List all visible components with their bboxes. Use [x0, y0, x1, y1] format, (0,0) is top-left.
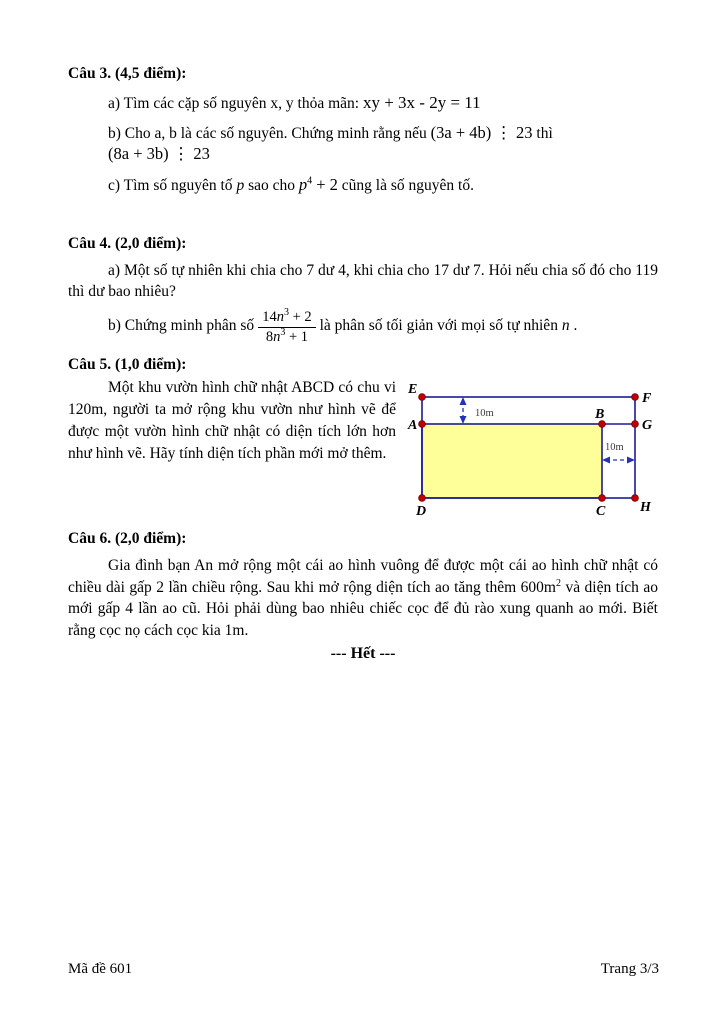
question-3 [68, 64, 658, 196]
math-divisibility-2: (8a + 3b) ⋮ 23 [108, 144, 210, 163]
page-footer [68, 961, 659, 978]
math-p4-plus-2 [299, 175, 338, 194]
den-exponent: 3 [280, 326, 286, 338]
question-4-item-a: a) Một số tự nhiên khi chia cho 7 dư 4, khi chia cho 17 dư 7. Hỏi nếu chia số đó cho 119 thì dư bao nhiêu? [68, 262, 658, 300]
question-5-heading: Câu 5. (1,0 điểm): [68, 356, 187, 374]
vertex-label-h: H [640, 500, 651, 516]
math-plus-2: + 2 [312, 175, 338, 194]
fraction-numerator [258, 309, 315, 328]
vertex-label-g: G [642, 418, 653, 434]
math-var-n-num: n [276, 309, 284, 325]
question-3-item-a [108, 93, 658, 114]
question-4b-text: b) Chứng minh phân số [108, 317, 255, 335]
math-var-n: n [561, 317, 570, 335]
question-3b-mid: thì [532, 125, 553, 142]
question-6-paragraph [68, 555, 658, 641]
vertex-dot-a [419, 421, 426, 428]
math-var-p: p [236, 177, 245, 194]
end-of-exam-marker: --- Hết --- [330, 645, 396, 663]
exam-code: Mã đề 601 [68, 961, 133, 977]
dimension-arrow-top [460, 397, 467, 424]
math-exponent-4: 4 [307, 175, 313, 187]
question-3c-mid: sao cho [244, 177, 299, 194]
den-coef: 8 [265, 328, 274, 345]
vertex-dot-e [419, 394, 426, 401]
vertex-dot-g [632, 421, 639, 428]
dimension-arrow-right [602, 457, 635, 464]
question-6-text-2: và diện tích ao mới gấp 4 lần ao cũ. Hỏi phải dùng bao nhiêu chiếc cọc để đủ rào xung quanh ao mới. Biết rằng cọc nọ cách cọc kia 1m. [68, 578, 658, 639]
question-5 [68, 355, 658, 520]
math-divisibility-1: (3a + 4b) ⋮ 23 [430, 123, 533, 142]
question-4b-post-text: là phân số tối giản với mọi số tự nhiên [319, 317, 562, 335]
vertex-dot-h [632, 495, 639, 502]
question-4-item-b [108, 307, 658, 345]
dimension-label-right: 10m [605, 442, 624, 454]
question-6 [68, 529, 658, 641]
den-tail: + 1 [285, 328, 308, 345]
vertex-label-b: B [595, 407, 605, 423]
question-3b-text: b) Cho a, b là các số nguyên. Chứng minh rằng nếu [108, 125, 431, 142]
dimension-label-top: 10m [475, 408, 494, 420]
vertex-label-a: A [408, 418, 418, 434]
num-exponent: 3 [283, 307, 289, 319]
question-6-text-1: Gia đình bạn An mở rộng một cái ao hình vuông để được một cái ao hình chữ nhật có chiều dài gấp 2 lần chiều rộng. Sau khi mở rộng diện tích ao tăng thêm 600m [68, 557, 658, 596]
question-3c-end: cũng là số nguyên tố. [337, 177, 474, 194]
math-var-n-den: n [273, 328, 281, 345]
vertex-label-c: C [596, 504, 606, 520]
question-3a-text: a) Tìm các cặp số nguyên x, y thỏa mãn: [108, 95, 363, 112]
garden-rectangle-abcd [422, 424, 602, 498]
vertex-dot-f [632, 394, 639, 401]
garden-figure [406, 378, 658, 525]
question-4-heading: Câu 4. (2,0 điểm): [68, 235, 187, 252]
num-tail: + 2 [288, 309, 312, 325]
fraction-14n3-over-8n3 [258, 309, 315, 345]
question-3-item-b [108, 123, 658, 165]
question-6-heading: Câu 6. (2,0 điểm): [68, 530, 187, 548]
vertex-dot-d [419, 495, 426, 502]
question-3c-text: c) Tìm số nguyên tố [108, 177, 237, 194]
question-4b-period: . [569, 317, 578, 335]
question-3-heading: Câu 3. (4,5 điểm): [68, 65, 187, 82]
vertex-label-e: E [408, 382, 418, 398]
num-coef: 14 [262, 309, 277, 325]
fraction-denominator [258, 328, 315, 346]
vertex-label-f: F [642, 391, 652, 407]
question-3-item-c [108, 175, 658, 196]
question-4 [68, 234, 658, 345]
vertex-dot-c [599, 495, 606, 502]
vertex-label-d: D [416, 504, 427, 520]
math-exponent-2: 2 [555, 577, 561, 589]
page-number: Trang 3/3 [600, 961, 659, 977]
math-equation-xy: xy + 3x - 2y = 11 [362, 93, 481, 112]
math-var-p-base: p [298, 175, 308, 194]
question-4b-post [320, 316, 578, 336]
question-5-paragraph: Một khu vườn hình chữ nhật ABCD có chu vi 120m, người ta mở rộng khu vườn như hình vẽ để được một vườn hình chữ nhật có diện tích lớn hơn như hình vẽ. Hãy tính diện tích phần mới mở thêm. [68, 379, 396, 463]
garden-diagram-svg [406, 378, 658, 520]
